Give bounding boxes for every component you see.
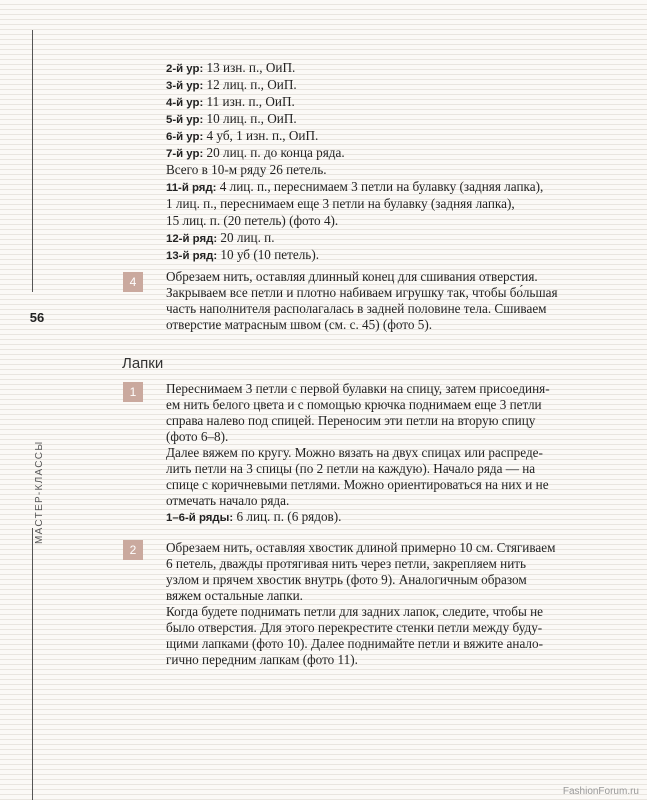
page-number: 56 [29,310,45,325]
step-badge-4: 4 [123,272,143,292]
text-line: Когда будете поднимать петли для задних лапок, следите, чтобы не [166,604,544,619]
text-line: ем нить белого цвета и с помощью крючка поднимаем еще 3 петли [166,397,542,412]
text-line: было отверстия. Для этого перекрестите стенки петли между буду- [166,620,543,635]
text-line: Закрываем все петли и плотно набиваем игрушку так, чтобы бо́льшая [166,285,558,300]
text-line: гично передним лапкам (фото 11). [166,652,358,667]
text-line: вяжем остальные лапки. [166,588,303,603]
row-line: Всего в 10-м ряду 26 петель. [166,162,327,177]
section-label: МАСТЕР-КЛАССЫ [34,440,45,544]
step-badge-2: 2 [123,540,143,560]
section-heading: Лапки [122,355,164,372]
row-line: 1–6-й ряды: 6 лиц. п. (6 рядов). [166,509,342,524]
sidebar-rule-top [32,30,33,292]
text-line: лить петли на 3 спицы (по 2 петли на каждую). Начало ряда — на [166,461,536,476]
row-line: 13-й ряд: 10 уб (10 петель). [166,247,320,262]
step1-text [166,381,606,526]
text-line: Далее вяжем по кругу. Можно вязать на двух спицах или распреде- [166,445,543,460]
text-line: узлом и прячем хвостик внутрь (фото 9). Аналогичным образом [166,572,527,587]
row-line: 5-й ур: 10 лиц. п., ОиП. [166,111,297,126]
text-line: (фото 6–8). [166,429,229,444]
text-line: Обрезаем нить, оставляя длинный конец для сшивания отверстия. [166,269,538,284]
sidebar-rule-bottom [32,528,33,800]
row-line: 15 лиц. п. (20 петель) (фото 4). [166,213,339,228]
row-line: 7-й ур: 20 лиц. п. до конца ряда. [166,145,345,160]
text-line: часть наполнителя располагалась в задней половине тела. Сшиваем [166,301,547,316]
text-line: Переснимаем 3 петли с первой булавки на спицу, затем присоединя- [166,381,550,396]
text-line: отмечать начало ряда. [166,493,290,508]
text-line: отверстие матрасным швом (см. с. 45) (фото 5). [166,317,433,332]
row-line: 11-й ряд: 4 лиц. п., переснимаем 3 петли на булавку (задняя лапка), [166,179,544,194]
row-line: 1 лиц. п., переснимаем еще 3 петли на булавку (задняя лапка), [166,196,515,211]
step-badge-1: 1 [123,382,143,402]
text-line: спице с коричневыми петлями. Можно ориентироваться на них и не [166,477,549,492]
row-line: 12-й ряд: 20 лиц. п. [166,230,275,245]
row-line: 3-й ур: 12 лиц. п., ОиП. [166,77,297,92]
footer-watermark: FashionForum.ru [562,786,639,797]
text-line: справа налево под спицей. Переносим эти петли на вторую спицу [166,413,536,428]
step2-text [166,540,606,668]
step4-text [166,269,606,333]
row-line: 4-й ур: 11 изн. п., ОиП. [166,94,295,109]
text-line: щими лапками (фото 10). Далее поднимайте петли и вяжите анало- [166,636,544,651]
row-line: 6-й ур: 4 уб, 1 изн. п., ОиП. [166,128,319,143]
text-line: Обрезаем нить, оставляя хвостик длиной примерно 10 см. Стягиваем [166,540,556,555]
row-line: 2-й ур: 13 изн. п., ОиП. [166,60,296,75]
text-line: 6 петель, дважды протягивая нить через петли, закрепляем нить [166,556,527,571]
rows-top [166,60,606,264]
